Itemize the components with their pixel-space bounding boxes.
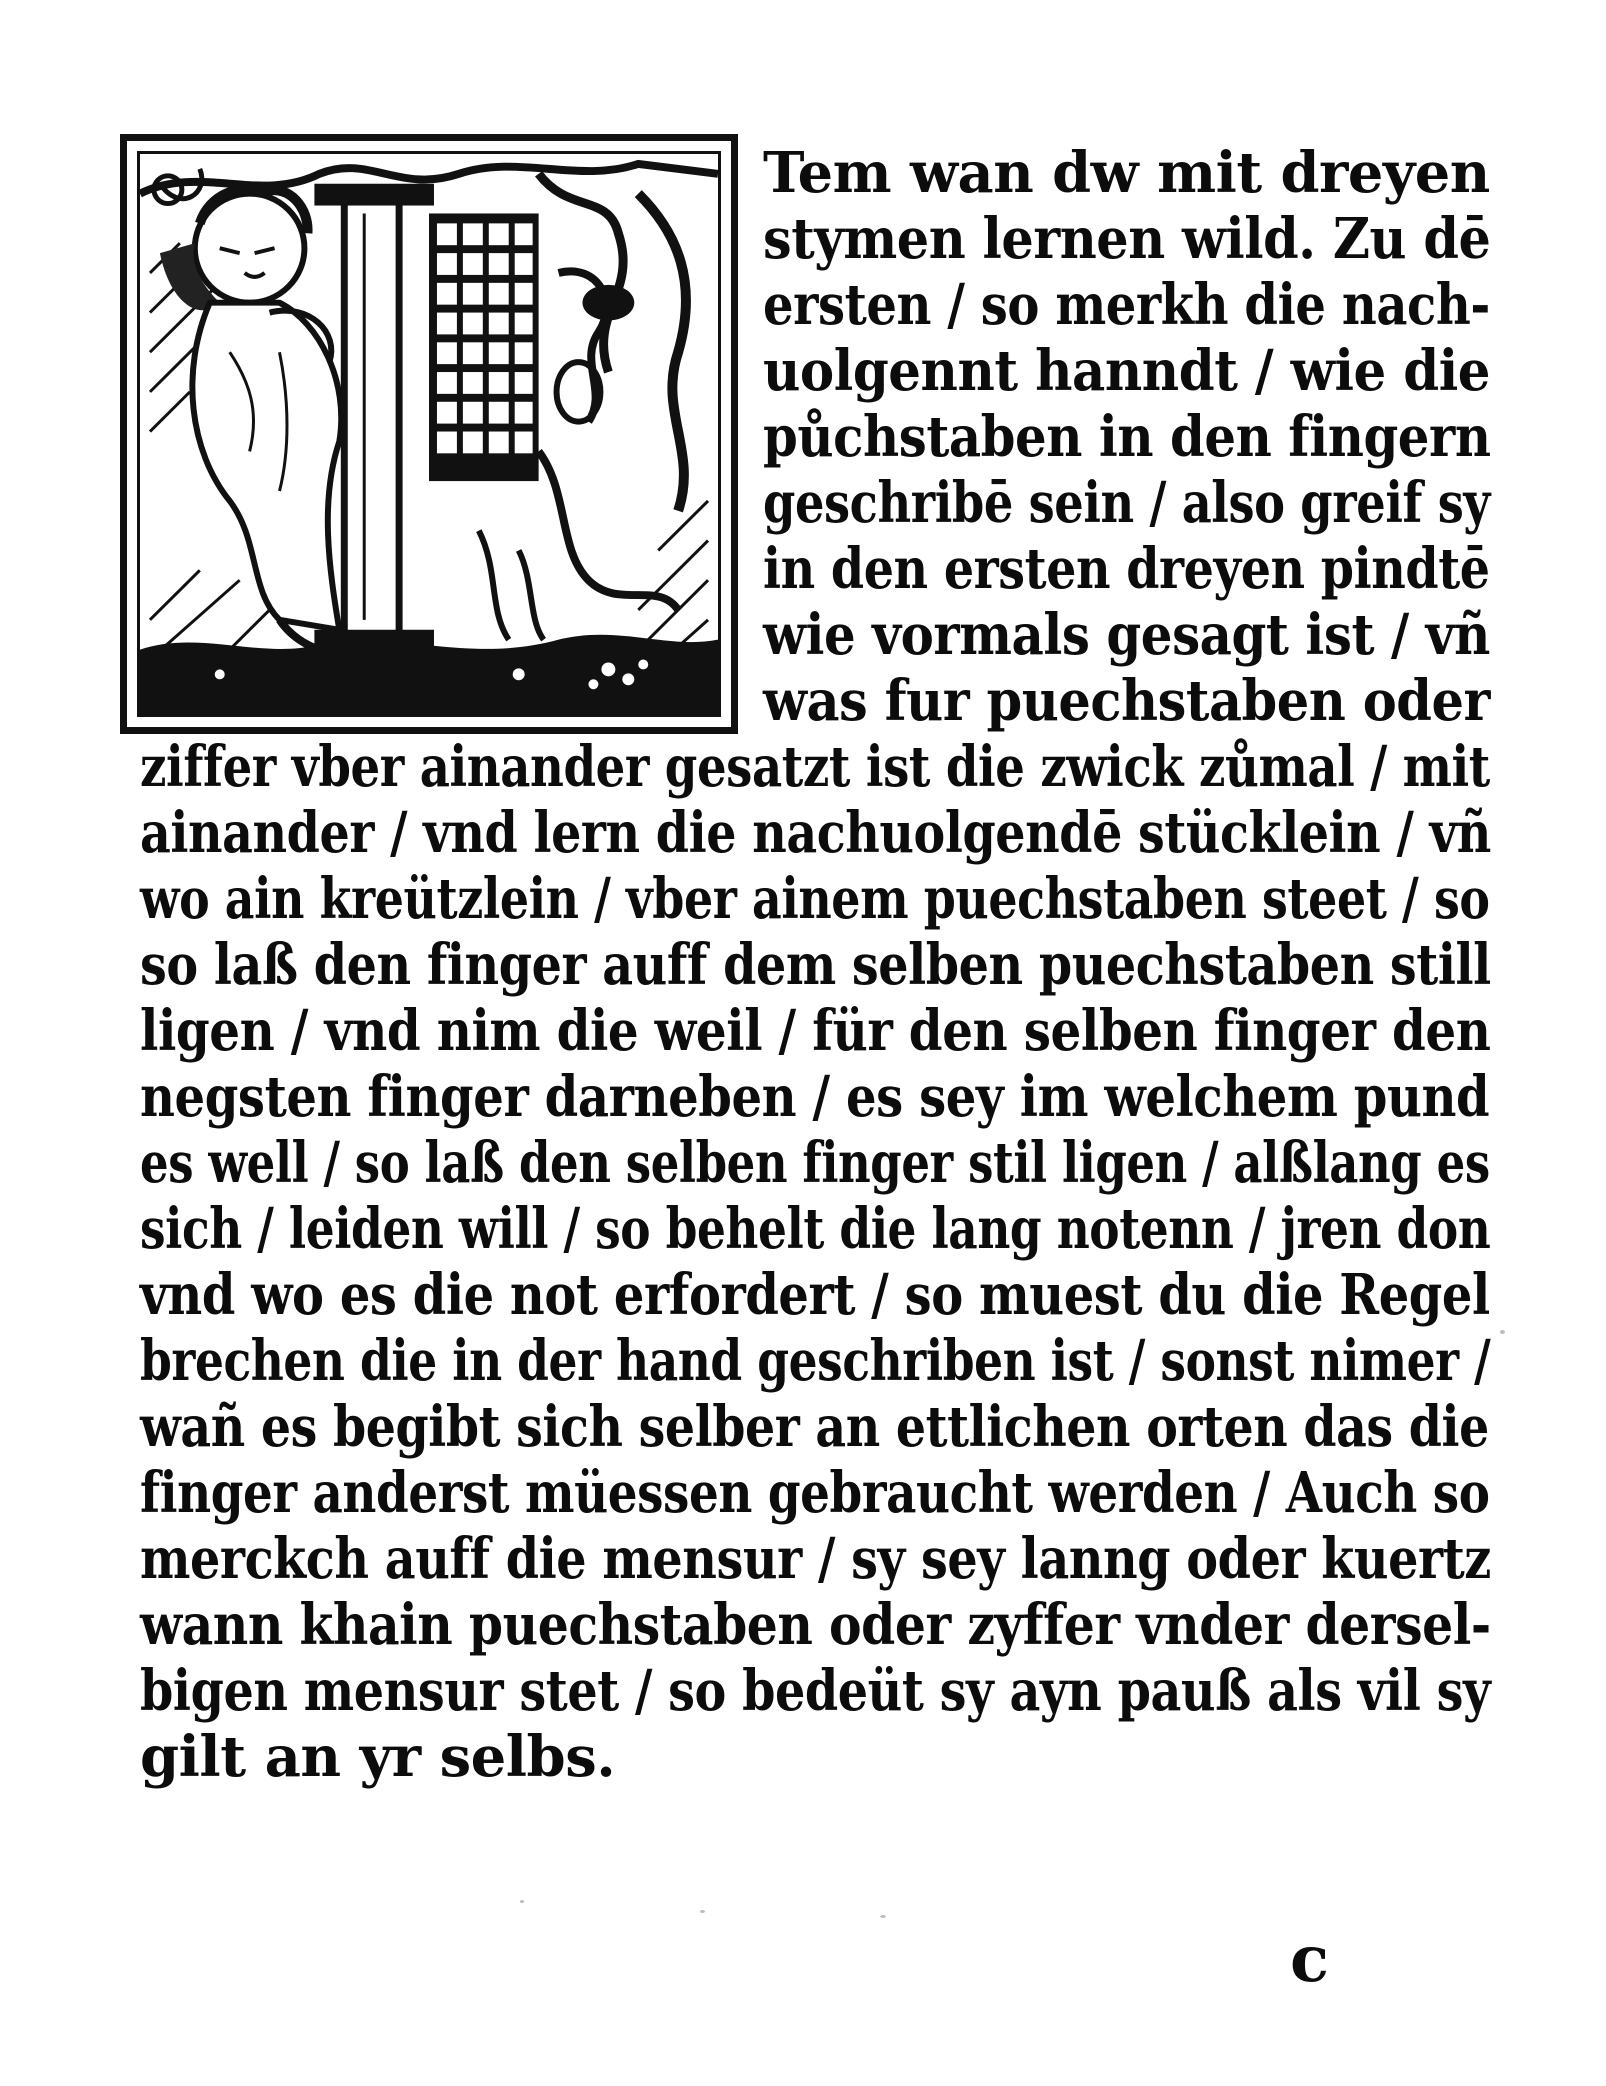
text-line: bigen mensur stet / so bedeüt sy ayn pauß als vil sy <box>140 1658 1491 1724</box>
text-line: půchstaben in den fingern <box>763 404 1491 470</box>
text-line: vnd wo es die not erfordert / so muest du die Regel <box>140 1262 1490 1328</box>
text-line: geschribē sein / also greif sy <box>763 470 1490 536</box>
text-line: wie vormals gesagt ist / vñ <box>763 602 1490 668</box>
text-line: wann khain puechstaben oder zyffer vnder dersel- <box>140 1592 1491 1658</box>
paper-speck <box>1500 1330 1505 1334</box>
text-line: brechen die in der hand geschriben ist / sonst nimer / <box>140 1328 1491 1394</box>
text-line: negsten finger darneben / es sey im welchem pund <box>140 1064 1490 1130</box>
text-line: wo ain kreützlein / vber ainem puechstaben steet / so <box>140 866 1490 932</box>
text-line: uolgennt hanndt / wie die <box>763 338 1491 404</box>
text-line: ainander / vnd lern die nachuolgendē stücklein / vñ <box>140 800 1491 866</box>
catchword: c <box>1290 1922 1329 1997</box>
paper-speck <box>520 1900 524 1903</box>
text-line: ersten / so merkh die nach- <box>763 272 1490 338</box>
text-line: merckch auff die mensur / sy sey lanng oder kuertz <box>140 1526 1491 1592</box>
text-line: es well / so laß den selben finger stil ligen / alßlang es <box>140 1130 1490 1196</box>
text-line: sich / leiden will / so behelt die lang notenn / jren don <box>140 1196 1491 1262</box>
text-line: was fur puechstaben oder <box>763 668 1490 734</box>
text-line: finger anderst müessen gebraucht werden / Auch so <box>140 1460 1490 1526</box>
paper-speck <box>880 1915 886 1918</box>
text-line: in den ersten dreyen pindtē <box>763 536 1490 602</box>
text-line: ziffer vber ainander gesatzt ist die zwick zůmal / mit <box>140 734 1490 800</box>
text-line: Tem wan dw mit dreyen <box>763 140 1490 206</box>
text-line: stymen lernen wild. Zu dē <box>763 206 1491 272</box>
text-line: wañ es begibt sich selber an ettlichen orten das die <box>140 1394 1489 1460</box>
text-line: ligen / vnd nim die weil / für den selben finger den <box>140 998 1491 1064</box>
paper-speck <box>700 1910 705 1913</box>
text-line: so laß den finger auff dem selben puechstaben still <box>140 932 1491 998</box>
text-line: gilt an yr selbs. <box>140 1724 616 1790</box>
